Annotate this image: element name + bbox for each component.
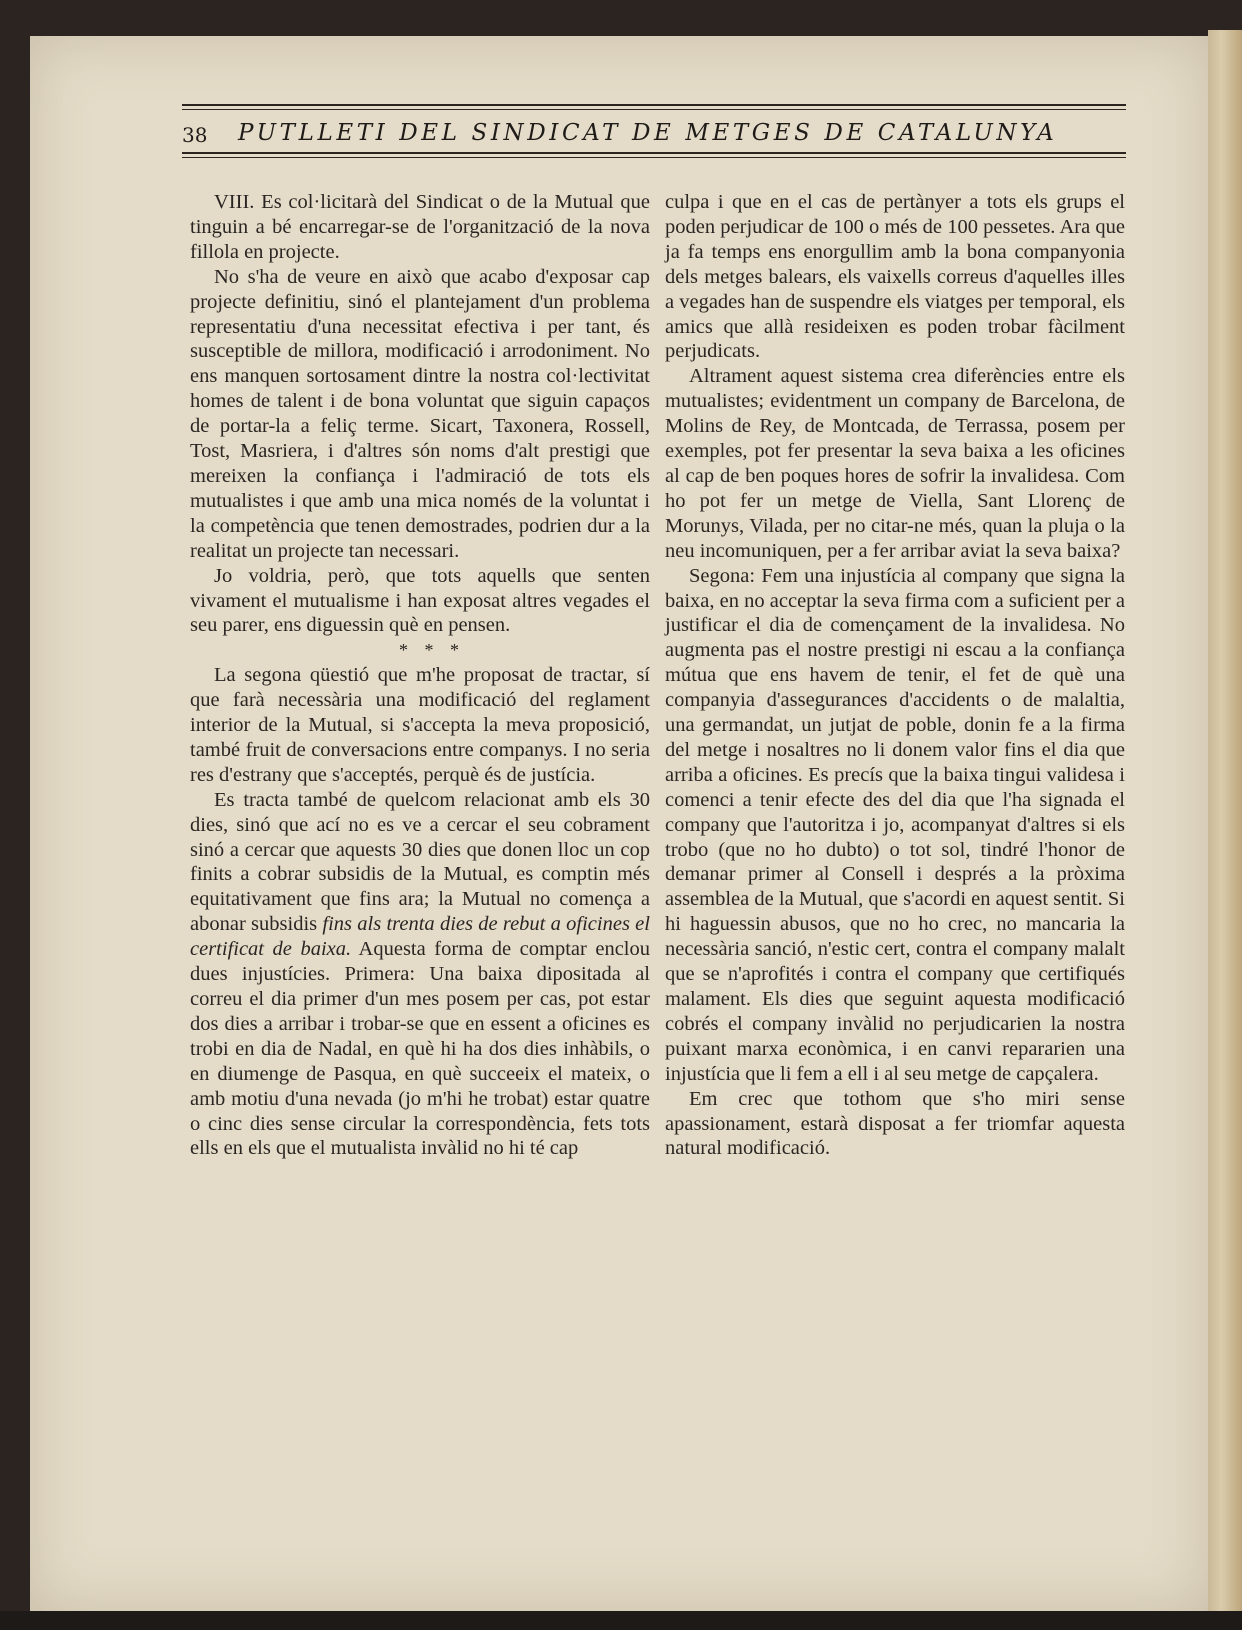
header-rule-top <box>182 104 1126 106</box>
page-header <box>182 104 1126 162</box>
paragraph: La segona qüestió que m'he proposat de tractar, sí que farà necessària una modificació del reglament interior de la Mutual, si s'accepta la meva proposició, també fruit de conversacions entre companys. I no seria res d'estrany que s'acceptés, perquè és de justícia. <box>190 664 650 786</box>
paragraph: Jo voldria, però, que tots aquells que senten vivament el mutualisme i han exposat altres vegades el seu parer, ens diguessin què en pensen. <box>190 564 650 637</box>
right-column <box>665 190 1125 1161</box>
header-rule-top-thin <box>182 109 1126 110</box>
page-number: 38 <box>182 123 208 147</box>
paragraph: Em crec que tothom que s'ho miri sense apassionament, estarà disposat a fer triomfar aquesta natural modificació. <box>665 1087 1125 1160</box>
paragraph-text: Aquesta forma de comptar enclou dues injustícies. Primera: Una baixa dipositada al correu el dia primer d'un mes posem per cas, pot estar dos dies a arribar i trobar-se que en essent a oficines es trobi en dia de Nadal, en què hi ha dos dies inhàbils, o en diumenge de Pasqua, en què succeeix el mateix, o amb motiu d'una nevada (jo m'hi he trobat) estar quatre o cinc dies sense circular la correspondència, fets tots ells en els que el mutualista invàlid no hi té cap <box>190 938 650 1160</box>
header-rule-bottom-thin <box>182 157 1126 158</box>
running-title: PUTLLETI DEL SINDICAT DE METGES DE CATALUNYA <box>238 120 1058 146</box>
paragraph: VIII. Es col·licitarà del Sindicat o de la Mutual que tinguin a bé encarregar-se de l'organització de la nova fillola en projecte. <box>190 191 650 263</box>
italic-quote: fins als trenta dies de rebut a oficines el certificat de baixa. <box>190 913 650 961</box>
left-column <box>190 190 650 1161</box>
next-page-edge <box>1208 30 1242 1630</box>
paragraph: Altrament aquest sistema crea diferències entre els mutualistes; evidentment un company de Barcelona, de Molins de Rey, de Montcada, de Terrassa, posem per exemples, pot fer presentar la seva baixa a les oficines al cap de ben poques hores de sofrir la invalidesa. Com ho pot fer un metge de Viella, Sant Llorenç de Morunys, Vilada, per no citar-ne més, quan la pluja o la neu incomuniquen, per a fer arribar aviat la seva baixa? <box>665 365 1125 562</box>
header-rule-bottom <box>182 152 1126 154</box>
paragraph: No s'ha de veure en això que acabo d'exposar cap projecte definitiu, sinó el plantejament d'un problema representatiu d'una necessitat efectiva i per tant, és susceptible de millora, modificació i arrodoniment. No ens manquen sortosament dintre la nostra col·lectivitat homes de talent i de bona voluntat que siguin capaços de portar-la a feliç terme. Sicart, Taxonera, Rossell, Tost, Masriera, i d'altres són noms d'alt prestigi que mereixen la confiança i l'admiració de tots els mutualistes i que amb una mica només de la voluntat i la competència que tenen demostrades, podrien dur a la realitat un projecte tan necessari. <box>190 265 650 562</box>
paragraph-text: Es tracta també de quelcom relacionat amb els 30 dies, sinó que ací no es ve a cercar el seu cobrament sinó a cercar que aquests 30 dies que donen lloc un cop finits a cobrar subsidis de la Mutual, es comptin més equitativament que fins ara; la Mutual no comença a abonar subsidis <box>190 788 650 936</box>
section-separator: * * * <box>399 640 465 661</box>
paragraph: Segona: Fem una injustícia al company que signa la baixa, en no acceptar la seva firma com a suficient per a justificar el dia de començament de la invalidesa. No augmenta pas el nostre prestigi ni escau a la confiança mútua que ens havem de tenir, el fet de què una companyia d'assegurances d'accidents o de malaltia, una germandat, un jutjat de poble, donin fe a la firma del metge i nosaltres no li donem valor fins el dia que arriba a oficines. Es precís que la baixa tingui validesa i comenci a tenir efecte des del dia que l'ha signada el company que l'autoritza i jo, acompanyat d'altres si els trobo (que no ho dubto) o tot sol, tindré l'honor de demanar primer al Consell i després a la pròxima assemblea de la Mutual, que s'acordi en aquest sentit. Si hi haguessin abusos, que no ho crec, no mancaria la necessària sanció, n'estic cert, contra el company malalt que se n'aprofités i contra el company que certifiqués malament. Els dies que seguint aquesta modificació cobrés el company invàlid no perjudicarien la nostra puixant marxa econòmica, i en canvi repararien una injustícia que li fem a ell i al seu metge de capçalera. <box>665 564 1125 1085</box>
scan-border <box>0 1611 1242 1630</box>
paragraph: culpa i que en el cas de pertànyer a tots els grups el poden perjudicar de 100 o més de 100 pessetes. Ara que ja fa temps ens enorgullim amb la bona companyonia dels metges balears, els vaixells correus d'aquelles illes a vegades han de suspendre els viatges per temporal, els amics que allà resideixen es poden trobar fàcilment perjudicats. <box>665 191 1125 363</box>
paragraph <box>190 788 650 1162</box>
